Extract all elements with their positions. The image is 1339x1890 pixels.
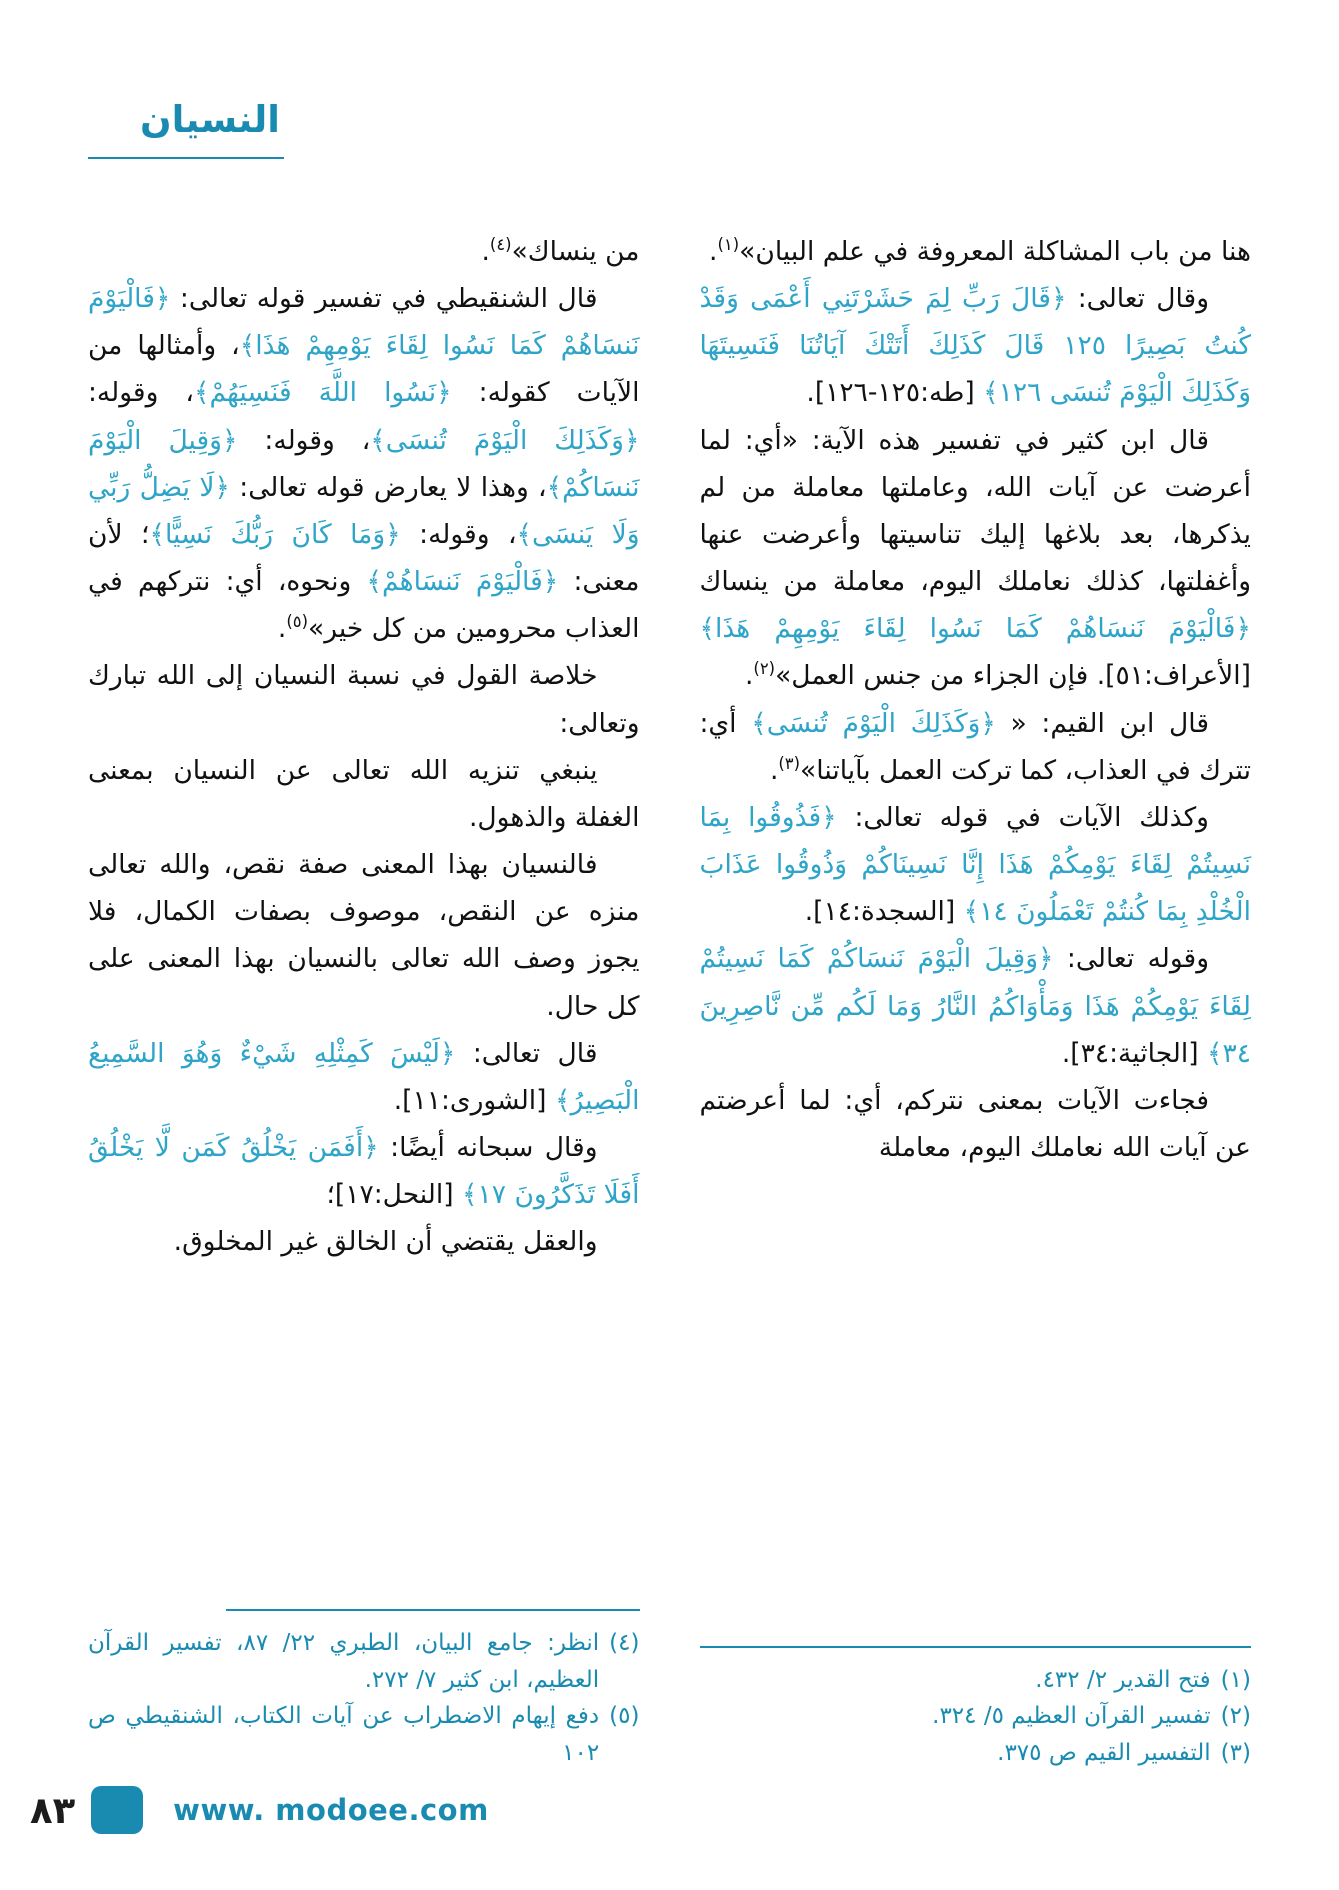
footnote-number: (٤) — [609, 1629, 640, 1656]
body-text: هنا من باب المشاكلة المعروفة في علم البيان» — [739, 236, 1251, 267]
footnote-ref: (٢) — [753, 659, 776, 679]
body-text: فالنسيان بهذا المعنى صفة نقص، والله تعالى منزه عن النقص، موصوف بصفات الكمال، فلا يجوز وصف الله تعالى بالنسيان بهذا المعنى على كل حال. — [88, 849, 640, 1022]
quran-verse: ﴿وَقِيلَ الْيَوْمَ نَنسَاكُمْ كَمَا نَسِيتُمْ لِقَاءَ يَوْمِكُمْ هَذَا وَمَأْوَاكُمُ النَّارُ وَمَا لَكُم مِّن نَّاصِرِينَ ٣٤﴾ — [699, 943, 1251, 1069]
two-column-body — [88, 228, 1251, 1772]
right-column-text — [700, 228, 1252, 1171]
body-text: أي: تترك في العذاب، كما تركت العمل بآياتنا» — [699, 707, 1251, 786]
page-footer — [0, 1782, 1339, 1838]
quran-verse: ﴿أَفَمَن يَخْلُقُ كَمَن لَّا يَخْلُقُ أَفَلَا تَذَكَّرُونَ ١٧﴾ — [88, 1131, 640, 1211]
right-footnotes — [700, 1646, 1252, 1772]
footnote-ref: (٤) — [489, 235, 512, 255]
footnote-ref: (٣) — [778, 753, 801, 773]
body-text: [الجاثية:٣٤]. — [1061, 1037, 1207, 1069]
left-column — [88, 228, 640, 1772]
paragraph — [88, 228, 640, 275]
website-text: www. modoee.com — [173, 1793, 489, 1827]
paragraph — [700, 794, 1252, 935]
footnote-number: (٣) — [1220, 1740, 1251, 1767]
page-title: النسيان — [88, 98, 284, 159]
right-column — [700, 228, 1252, 1772]
body-text: وقوله تعالى: — [1053, 943, 1210, 975]
footer-tab-shape — [91, 1786, 143, 1834]
body-text: [النحل:١٧]؛ — [326, 1179, 463, 1211]
footnote-text: فتح القدير ٢/ ٤٣٢. — [1035, 1666, 1211, 1693]
body-text: ونحوه، أي: نتركهم في العذاب محرومين من كل خير» — [88, 566, 640, 645]
body-text: فجاءت الآيات بمعنى نتركم، أي: لما أعرضتم عن آيات الله نعاملك اليوم، معاملة — [699, 1084, 1251, 1163]
paragraph — [700, 417, 1252, 700]
body-text: . — [277, 613, 287, 645]
paragraph — [88, 1030, 640, 1124]
body-text: [الأعراف:٥١]. فإن الجزاء من جنس العمل» — [775, 660, 1251, 692]
body-text: ، وأمثالها من الآيات كقوله: — [88, 330, 640, 409]
quran-verse: ﴿نَسُوا اللَّهَ فَنَسِيَهُمْ﴾ — [193, 377, 452, 409]
footnote-ref: (١) — [717, 235, 740, 255]
body-text: ، وقوله: — [400, 518, 517, 550]
quran-verse: ﴿وَمَا كَانَ رَبُّكَ نَسِيًّا﴾ — [149, 518, 401, 550]
footnote-number: (٥) — [609, 1703, 640, 1730]
body-text: . — [709, 236, 718, 267]
body-text: ؛ لأن معنى: — [88, 518, 640, 598]
body-text: ، وقوله: — [237, 424, 371, 456]
footnote-text: دفع إيهام الاضطراب عن آيات الكتاب، الشنقيطي ص ١٠٢ — [88, 1703, 600, 1767]
quran-verse: ﴿فَذُوقُوا بِمَا نَسِيتُمْ لِقَاءَ يَوْمِكُمْ هَذَا إِنَّا نَسِينَاكُمْ وَذُوقُوا عَذَابَ الْخُلْدِ بِمَا كُنتُمْ تَعْمَلُونَ ١٤﴾ — [699, 801, 1251, 928]
paragraph — [700, 700, 1252, 794]
body-text: ، وقوله: — [88, 377, 194, 409]
body-text: قال ابن القيم: « — [995, 707, 1210, 739]
body-text: من ينساك» — [511, 236, 640, 267]
body-text: وقال تعالى: — [1066, 283, 1209, 315]
paragraph — [700, 275, 1252, 416]
body-text: [السجدة:١٤]. — [804, 896, 964, 928]
body-text: قال ابن كثير في تفسير هذه الآية: «أي: لما أعرضت عن آيات الله، وعاملتها معاملة من لم يذكرها، بعد بلاغها إليك تناسيتها وأعرضت عنها وأغفلتها، كذلك نعاملك اليوم، معاملة من ينساك — [699, 424, 1251, 598]
footnote-separator — [700, 1646, 1252, 1648]
footnote-number: (١) — [1220, 1666, 1251, 1693]
body-text: قال الشنقيطي في تفسير قوله تعالى: — [170, 283, 598, 315]
body-text: ، وهذا لا يعارض قوله تعالى: — [229, 471, 547, 503]
page-header — [88, 98, 284, 159]
body-text: وقال سبحانه أيضًا: — [378, 1131, 598, 1163]
quran-verse: ﴿لَا يَضِلُّ رَبِّي وَلَا يَنسَى﴾ — [88, 471, 640, 550]
paragraph — [88, 1218, 640, 1265]
footnote-text: انظر: جامع البيان، الطبري ٢٢/ ٨٧، تفسير القرآن العظيم، ابن كثير ٧/ ٢٧٢. — [88, 1629, 600, 1693]
quran-verse: ﴿وَكَذَلِكَ الْيَوْمَ تُنسَى﴾ — [370, 424, 640, 456]
body-text: . — [744, 660, 754, 692]
body-text: ينبغي تنزيه الله تعالى عن النسيان بمعنى الغفلة والذهول. — [88, 754, 640, 833]
quran-verse: ﴿فَالْيَوْمَ نَنسَاهُمْ كَمَا نَسُوا لِقَاءَ يَوْمِهِمْ هَذَا﴾ — [699, 613, 1251, 645]
paragraph — [88, 1124, 640, 1218]
quran-verse: ﴿وَكَذَلِكَ الْيَوْمَ تُنسَى﴾ — [751, 707, 996, 739]
paragraph — [700, 1077, 1252, 1171]
body-text: قال تعالى: — [455, 1037, 598, 1069]
quran-verse: ﴿فَالْيَوْمَ نَنسَاهُمْ﴾ — [366, 566, 559, 598]
body-text: . — [769, 754, 779, 786]
left-column-text — [88, 228, 640, 1265]
paragraph — [88, 841, 640, 1030]
quran-verse: ﴿لَيْسَ كَمِثْلِهِ شَيْءٌ وَهُوَ السَّمِيعُ الْبَصِيرُ﴾ — [88, 1037, 640, 1116]
body-text: [طه:١٢٥-١٢٦]. — [806, 377, 984, 409]
body-text: والعقل يقتضي أن الخالق غير المخلوق. — [173, 1226, 598, 1258]
footnote — [700, 1698, 1252, 1735]
paragraph — [88, 275, 640, 652]
body-text: . — [481, 236, 490, 267]
footnote-list — [88, 1625, 640, 1772]
footnote-ref: (٥) — [286, 612, 309, 632]
footnote — [88, 1625, 640, 1699]
quran-verse: ﴿قَالَ رَبِّ لِمَ حَشَرْتَنِي أَعْمَى وَقَدْ كُنتُ بَصِيرًا ١٢٥ قَالَ كَذَلِكَ أَتَتْكَ آيَاتُنَا فَنَسِيتَهَا وَكَذَلِكَ الْيَوْمَ تُنسَى ١٢٦﴾ — [699, 283, 1251, 409]
paragraph — [88, 652, 640, 746]
body-text: خلاصة القول في نسبة النسيان إلى الله تبارك وتعالى: — [88, 660, 640, 739]
paragraph — [700, 935, 1252, 1076]
page-number: ٨٣ — [30, 1788, 76, 1832]
footnote-text: التفسير القيم ص ٣٧٥. — [997, 1740, 1211, 1767]
footnote — [88, 1698, 640, 1772]
left-footnotes — [88, 1609, 640, 1772]
footnote-separator — [226, 1609, 640, 1611]
footnote — [700, 1662, 1252, 1699]
body-text: [الشورى:١١]. — [393, 1084, 555, 1116]
paragraph — [700, 228, 1252, 275]
paragraph — [88, 747, 640, 841]
quran-verse: ﴿وَقِيلَ الْيَوْمَ نَنسَاكُمْ﴾ — [88, 424, 640, 503]
footnote-number: (٢) — [1220, 1703, 1251, 1730]
body-text: وكذلك الآيات في قوله تعالى: — [836, 801, 1209, 833]
footnote-text: تفسير القرآن العظيم ٥/ ٣٢٤. — [932, 1703, 1211, 1730]
quran-verse: ﴿فَالْيَوْمَ نَنسَاهُمْ كَمَا نَسُوا لِقَاءَ يَوْمِهِمْ هَذَا﴾ — [88, 283, 640, 362]
footnote-list — [700, 1662, 1252, 1772]
footnote — [700, 1735, 1252, 1772]
